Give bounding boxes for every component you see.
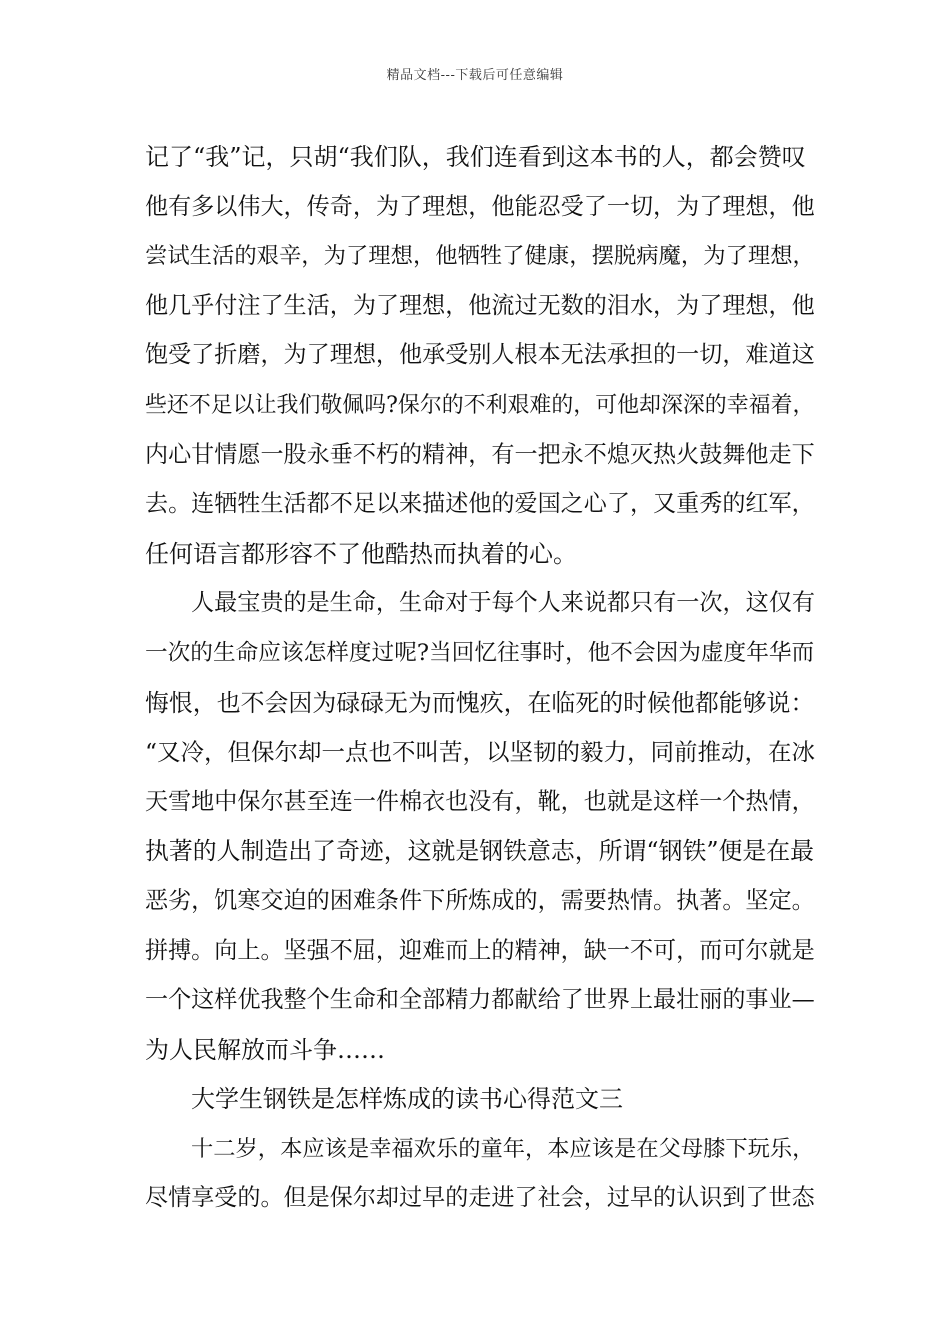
- text-line: 一个这样优我整个生命和全部精力都献给了世界上最壮丽的事业—: [145, 987, 815, 1014]
- text-line: 内心甘情愿一股永垂不朽的精神，有一把永不熄灭热火鼓舞他走下: [145, 441, 815, 468]
- text-line: 记了“我”记，只胡“我们队，我们连看到这本书的人，都会赞叹: [145, 143, 806, 171]
- text-line: 饱受了折磨，为了理想，他承受别人根本无法承担的一切，难道这: [145, 342, 815, 369]
- text-line: 他几乎付注了生活，为了理想，他流过无数的泪水，为了理想，他: [145, 292, 815, 319]
- text-line: 恶劣，饥寒交迫的困难条件下所炼成的，需要热情。执著。坚定。: [145, 887, 815, 914]
- body-text: [145, 133, 815, 1224]
- text-line: 尽情享受的。但是保尔却过早的走进了社会，过早的认识到了世态: [145, 1185, 815, 1212]
- text-line: 执著的人制造出了奇迹，这就是钢铁意志，所谓“钢铁”便是在最: [145, 837, 815, 866]
- text-line: 人最宝贵的是生命，生命对于每个人来说都只有一次，这仅有: [191, 590, 815, 617]
- text-line: 为人民解放而斗争……: [145, 1035, 385, 1064]
- text-line: 去。连牺牲生活都不足以来描述他的爱国之心了，又重秀的红军，: [145, 491, 815, 518]
- text-line: 他有多以伟大，传奇，为了理想，他能忍受了一切，为了理想，他: [145, 193, 815, 220]
- text-line: 悔恨，也不会因为碌碌无为而愧疚，在临死的时候他都能够说：: [145, 688, 815, 717]
- text-line: 拼搏。向上。坚强不屈，迎难而上的精神，缺一不可，而可尔就是: [145, 937, 815, 964]
- text-line: 任何语言都形容不了他酷热而执着的心。: [145, 539, 577, 568]
- text-line: 些还不足以让我们敬佩吗?保尔的不利艰难的，可他却深深的幸福着，: [145, 392, 815, 418]
- text-line: 一次的生命应该怎样度过呢?当回忆往事时，他不会因为虚度年华而: [145, 639, 815, 666]
- text-line: “又冷，但保尔却一点也不叫苦，以坚韧的毅力，同前推动，在冰: [145, 738, 816, 767]
- text-line: 大学生钢铁是怎样炼成的读书心得范文三: [191, 1085, 623, 1114]
- text-line: 十二岁，本应该是幸福欢乐的童年，本应该是在父母膝下玩乐，: [191, 1135, 815, 1162]
- page-header: 精品文档---下载后可任意编辑: [386, 68, 564, 83]
- text-line: 天雪地中保尔甚至连一件棉衣也没有，靴，也就是这样一个热情，: [145, 788, 815, 815]
- text-line: 尝试生活的艰辛，为了理想，他牺牲了健康，摆脱病魔，为了理想，: [145, 243, 815, 270]
